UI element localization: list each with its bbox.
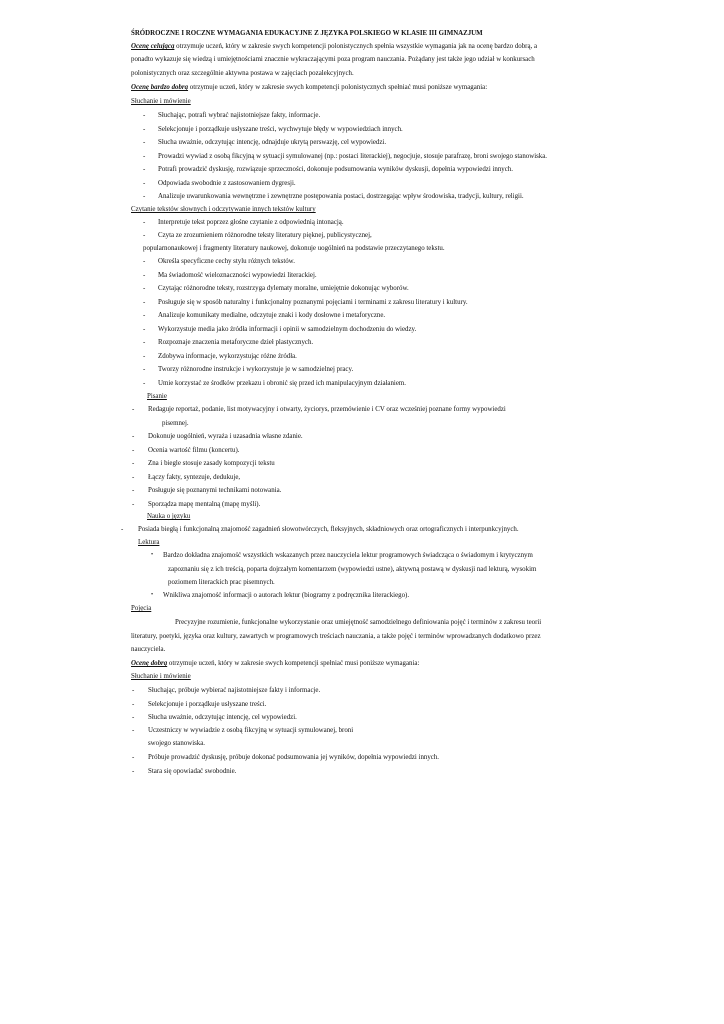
section-heading-pisanie: Pisanie	[147, 393, 167, 400]
lektura-item-a-1: Bardzo dokładna znajomość wszystkich wskazanych przez nauczyciela lektur programowych świadcząca o świadomym i krytycznym	[163, 552, 533, 559]
list-dash: -	[132, 727, 135, 734]
czytanie-item: Określa specyficzne cechy stylu różnych tekstów.	[158, 258, 295, 265]
dobra-item: Selekcjonuje i porządkuje usłyszane treści.	[148, 700, 267, 708]
list-dash: -	[143, 219, 146, 226]
list-dash: -	[143, 179, 146, 187]
list-dash: -	[132, 460, 135, 467]
list-dash: -	[132, 473, 135, 481]
czytanie-item: Ma świadomość wieloznaczności wypowiedzi literackiej.	[158, 271, 317, 279]
celujaca-line-1	[131, 42, 537, 51]
czytanie-item: Umie korzystać ze środków przekazu i obronić się przed ich manipulacyjnym działaniem.	[158, 379, 406, 387]
dobra-item: Stara się opowiadać swobodnie.	[148, 767, 237, 775]
czytanie-item: Posługuje się w sposób naturalny i funkcjonalny poznanymi pojęciami i terminami z zakresu literatury i kultury.	[158, 298, 468, 306]
section-heading-pojecia: Pojęcia	[131, 605, 152, 612]
dobra-item: Słucha uważnie, odczytując intencję, cel wypowiedzi.	[148, 714, 297, 721]
section-heading-dobra-sluchanie: Słuchanie i mówienie	[131, 673, 191, 680]
section-heading-nauka: Nauka o języku	[147, 513, 191, 520]
list-dash: -	[132, 446, 135, 454]
dobra-wywiad-2: swojego stanowiska.	[148, 740, 206, 747]
list-dash: -	[143, 166, 146, 173]
czytanie-item: Tworzy różnorodne instrukcje i wykorzystuje je w samodzielnej pracy.	[158, 366, 354, 373]
list-dash: -	[132, 406, 135, 413]
pisanie-item: Posługuje się poznanymi technikami notowania.	[148, 487, 282, 494]
section-heading-czytanie: Czytanie tekstów słownych i odczytywanie innych tekstów kultury	[131, 206, 316, 213]
sluchanie-item: Słucha uważnie, odczytując intencję, odnajduje ukrytą perswazję, cel wypowiedzi.	[158, 139, 387, 146]
celujaca-line-3: polonistycznych oraz szczególnie aktywna postawa w zajęciach pozalekcyjnych.	[131, 70, 354, 77]
pisanie-item-a-2: pisemnej.	[162, 420, 189, 427]
list-dash: -	[143, 285, 146, 292]
czytanie-item: Wykorzystuje media jako źródła informacji i opinii w samodzielnym dochodzeniu do wiedzy.	[158, 325, 417, 333]
list-dash: -	[132, 767, 135, 775]
list-dash: -	[121, 526, 124, 533]
list-dash: -	[132, 433, 135, 440]
list-dash: -	[143, 112, 146, 119]
list-dash: -	[143, 139, 146, 146]
czytanie-item: Rozpoznaje znaczenia metaforyczne dzieł plastycznych.	[158, 339, 314, 346]
dobra-intro	[131, 659, 419, 668]
document-title: ŚRÓDROCZNE I ROCZNE WYMAGANIA EDUKACYJNE Z JĘZYKA POLSKIEGO W KLASIE III GIMNAZJUM	[131, 30, 483, 37]
celujaca-text-1: otrzymuje uczeń, który w zakresie swych kompetencji polonistycznych spełnia wszystkie wymagania jak na ocenę bardzo dobrą, a	[174, 43, 538, 50]
list-dash: -	[143, 325, 146, 333]
sluchanie-item: Potrafi prowadzić dyskusję, rozwiązuje sprzeczności, dokonuje podsumowania wyników dyskusji, dopełnia wypowiedzi innych.	[158, 166, 513, 173]
list-dash: -	[132, 687, 135, 694]
pojecia-line-2: literatury, poetyki, języka oraz kultury, zawartych w programowych treściach nauczania, a także pojęć i terminów wprowadzanych dodatkowo przez	[131, 633, 541, 640]
list-dash: -	[143, 352, 146, 360]
pisanie-item: Dokonuje uogólnień, wyraża i uzasadnia własne zdanie.	[148, 433, 303, 440]
list-dash: -	[143, 366, 146, 373]
sluchanie-item: Prowadzi wywiad z osobą fikcyjną w sytuacji symulowanej (np.: postaci literackiej), negocjuje, stosuje parafrazę, broni swojego stanowiska.	[158, 152, 548, 160]
sluchanie-item: Analizuje uwarunkowania wewnętrzne i zewnętrzne postępowania postaci, dostrzegając wpływ środowiska, tradycji, kultury, religii.	[158, 193, 524, 200]
list-dash: -	[143, 312, 146, 319]
list-dash: -	[132, 487, 135, 494]
pisanie-item: Łączy fakty, syntezuje, dedukuje,	[148, 473, 241, 481]
list-bullet: •	[151, 552, 154, 558]
sluchanie-item: Selekcjonuje i porządkuje usłyszane treści, wychwytuje błędy w wypowiedziach innych.	[158, 125, 403, 133]
czytanie-item: Analizuje komunikaty medialne, odczytuje znaki i kody dosłowne i metaforyczne.	[158, 312, 386, 319]
pisanie-item-a-1: Redaguje reportaż, podanie, list motywacyjny i otwarty, życiorys, przemówienie i CV oraz wcześniej poznane formy wypowiedzi	[148, 406, 506, 413]
list-dash: -	[143, 379, 146, 387]
celujaca-label: Ocenę celującą	[131, 43, 175, 50]
lektura-item-a-3: poziomem literackich prac pisemnych.	[168, 579, 275, 586]
pisanie-item: Zna i biegle stosuje zasady kompozycji tekstu	[148, 460, 275, 467]
list-dash: -	[132, 754, 135, 761]
sluchanie-item: Słuchając, potrafi wybrać najistotniejsze fakty, informacje.	[158, 112, 321, 119]
list-dash: -	[143, 298, 146, 306]
dobra-label: Ocenę dobrą	[131, 660, 168, 667]
czytanie-item-a: Interpretuje tekst poprzez głośne czytanie z odpowiednią intonacją.	[158, 219, 344, 226]
list-dash: -	[132, 714, 135, 721]
list-dash: -	[143, 271, 146, 279]
dobra-item: Próbuje prowadzić dyskusję, próbuje dokonać podsumowania jej wyników, dopełnia wypowiedzi innych.	[148, 754, 440, 761]
list-dash: -	[132, 700, 135, 708]
list-dash: -	[132, 500, 135, 508]
dobra-wywiad-1: Uczestniczy w wywiadzie z osobą fikcyjną w sytuacji symulowanej, broni	[148, 727, 354, 734]
pojecia-line-1: Precyzyjne rozumienie, funkcjonalne wykorzystanie oraz umiejętność samodzielnego definiowania pojęć i terminów z zakresu teorii	[175, 619, 542, 626]
czytanie-item: Zdobywa informacje, wykorzystując różne źródła.	[158, 352, 297, 360]
list-dash: -	[143, 125, 146, 133]
section-heading-sluchanie: Słuchanie i mówienie	[131, 98, 191, 105]
bardzo-dobra-intro-text: otrzymuje uczeń, który w zakresie swych kompetencji polonistycznych spełniać musi poniższe wymagania:	[188, 84, 488, 91]
lektura-item-a-2: zapoznaniu się z ich treścią, poparta dojrzałym komentarzem (wypowiedzi ustne), aktywną postawą w dyskusji nad lekturą, wysokim	[168, 566, 537, 573]
pisanie-item: Sporządza mapę mentalną (mapę myśli).	[148, 500, 261, 508]
list-dash: -	[143, 152, 146, 160]
nauka-item: Posiada biegłą i funkcjonalną znajomość zagadnień słowotwórczych, fleksyjnych, składniowych oraz ortograficznych i interpunkcyjnych.	[138, 526, 519, 533]
list-dash: -	[143, 339, 146, 346]
list-dash: -	[143, 193, 146, 200]
list-dash: -	[143, 258, 146, 265]
celujaca-line-2: ponadto wykazuje się wiedzą i umiejętnościami znacznie wykraczającymi poza program nauczania. Pożądany jest także jego udział w konkursach	[131, 56, 535, 63]
list-dash: -	[143, 232, 146, 239]
section-heading-lektura: Lektura	[138, 539, 160, 546]
pisanie-item: Ocenia wartość filmu (koncertu).	[148, 446, 240, 454]
dobra-item: Słuchając, próbuje wybierać najistotniejsze fakty i informacje.	[148, 687, 321, 694]
bardzo-dobra-label: Ocenę bardzo dobrą	[131, 84, 189, 91]
pojecia-line-3: nauczyciela.	[131, 646, 166, 653]
czytanie-item-b-2: popularnonaukowej i fragmenty literatury naukowej, dokonuje uogólnień na podstawie przeczytanego tekstu.	[143, 245, 445, 252]
dobra-intro-text: otrzymuje uczeń, który w zakresie swych kompetencji spełniać musi poniższe wymagania:	[167, 660, 420, 667]
list-bullet: •	[151, 592, 154, 598]
bardzo-dobra-intro	[131, 83, 487, 92]
czytanie-item: Czytając różnorodne teksty, rozstrzyga dylematy moralne, umiejętnie dokonując wyborów.	[158, 285, 409, 292]
czytanie-item-b-1: Czyta ze zrozumieniem różnorodne teksty literatury pięknej, publicystycznej,	[158, 232, 372, 239]
sluchanie-item: Odpowiada swobodnie z zastosowaniem dygresji.	[158, 179, 296, 187]
lektura-item-b: Wnikliwa znajomość informacji o autorach lektur (biogramy z podręcznika literackiego).	[163, 592, 410, 599]
